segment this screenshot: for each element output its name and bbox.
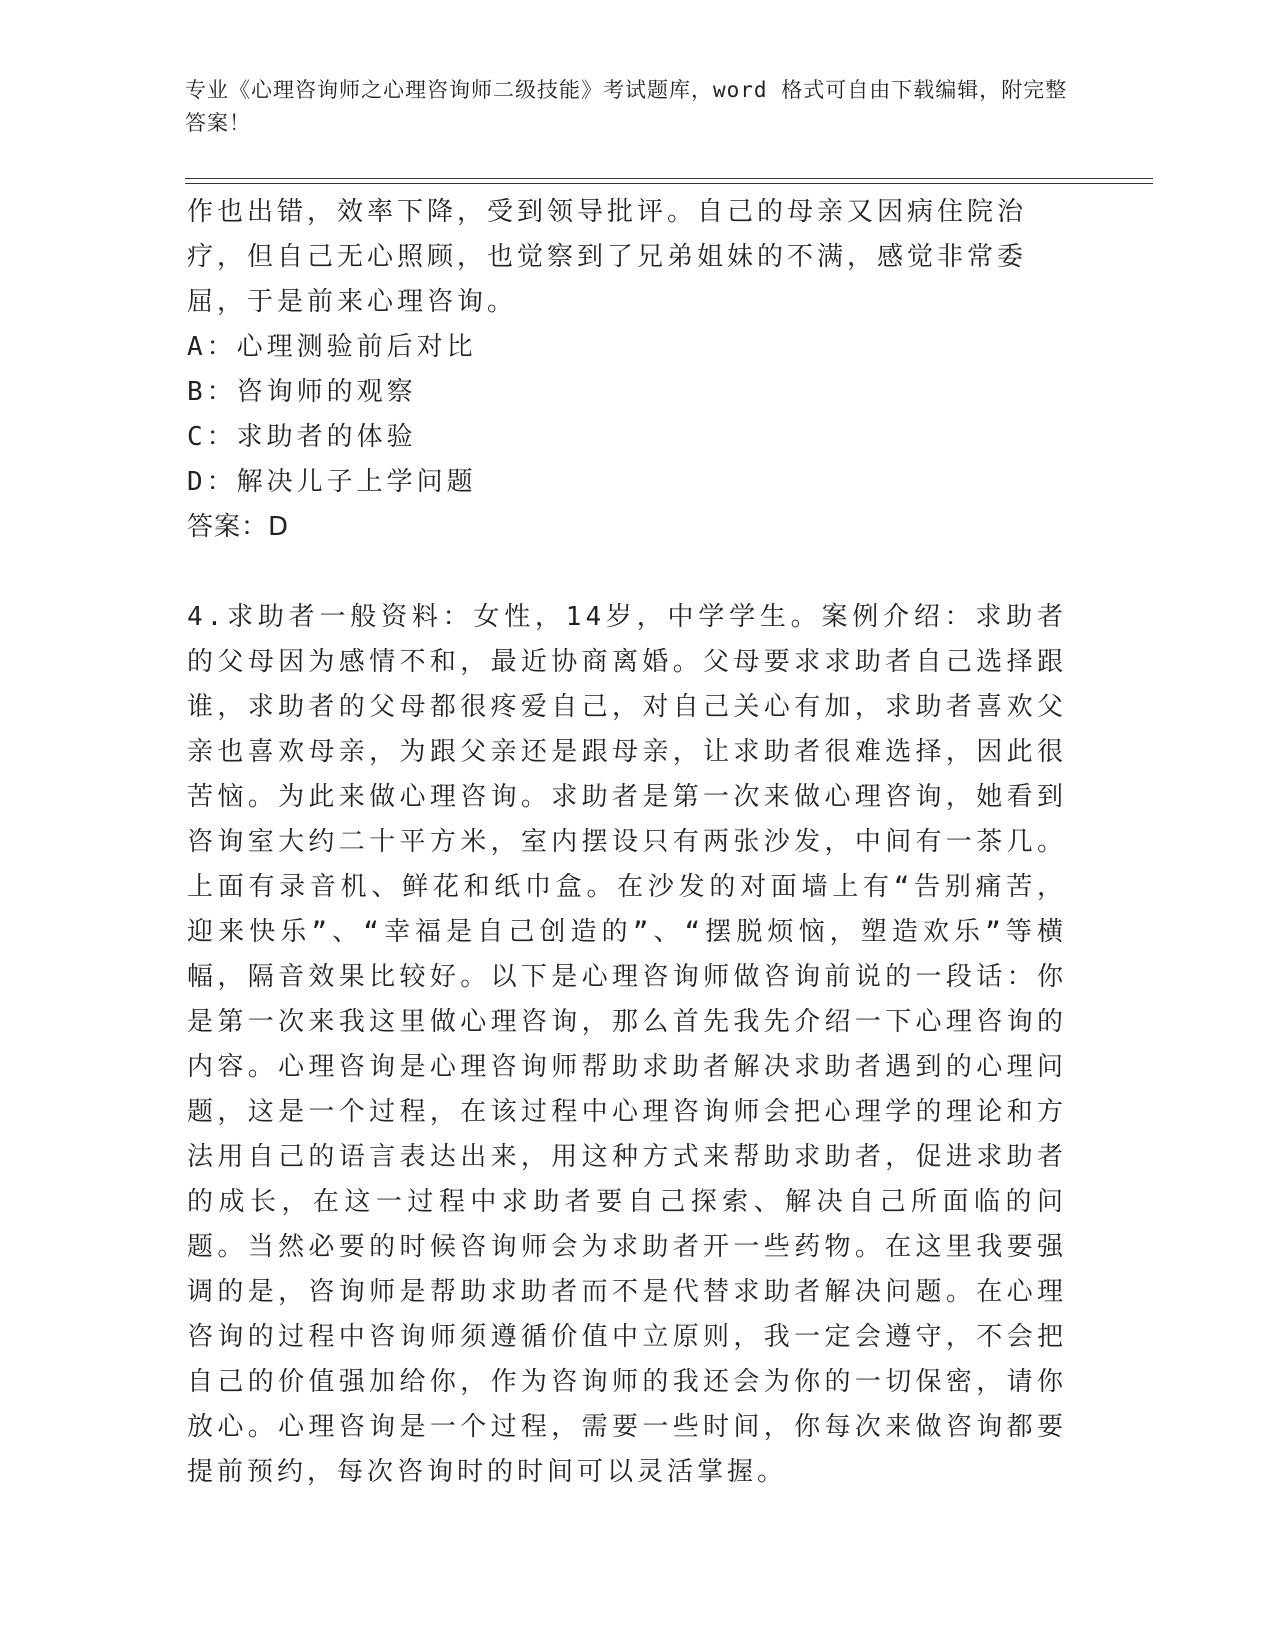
header-rule-bottom xyxy=(185,183,1153,184)
option-c: C：求助者的体验 xyxy=(187,422,417,452)
page-header: 专业《心理咨询师之心理咨询师二级技能》考试题库，word 格式可自由下载编辑，附完整答案！ xyxy=(185,78,1068,135)
option-d: D：解决儿子上学问题 xyxy=(187,467,477,497)
option-b: B：咨询师的观察 xyxy=(187,377,417,407)
option-a: A：心理测验前后对比 xyxy=(187,332,477,362)
paragraph-gap xyxy=(187,550,1067,595)
answer-label: 答案：D xyxy=(187,512,290,542)
document-body xyxy=(187,190,1067,1495)
question-4-text: 4.求助者一般资料：女性，14岁，中学学生。案例介绍：求助者的父母因为感情不和，最近协商离婚。父母要求求助者自己选择跟谁，求助者的父母都很疼爱自己，对自己关心有加，求助者喜欢父亲也喜欢母亲，为跟父亲还是跟母亲，让求助者很难选择，因此很苦恼。为此来做心理咨询。求助者是第一次来做心理咨询，她看到咨询室大约二十平方米，室内摆设只有两张沙发，中间有一茶几。上面有录音机、鲜花和纸巾盒。在沙发的对面墙上有“告别痛苦，迎来快乐”、“幸福是自己创造的”、“摆脱烦恼，塑造欢乐”等横幅，隔音效果比较好。以下是心理咨询师做咨询前说的一段话：你是第一次来我这里做心理咨询，那么首先我先介绍一下心理咨询的内容。心理咨询是心理咨询师帮助求助者解决求助者遇到的心理问题，这是一个过程，在该过程中心理咨询师会把心理学的理论和方法用自己的语言表达出来，用这种方式来帮助求助者，促进求助者的成长，在这一过程中求助者要自己探索、解决自己所面临的问题。当然必要的时候咨询师会为求助者开一些药物。在这里我要强调的是，咨询师是帮助求助者而不是代替求助者解决问题。在心理咨询的过程中咨询师须遵循价值中立原则，我一定会遵守，不会把自己的价值强加给你，作为咨询师的我还会为你的一切保密，请你放心。心理咨询是一个过程，需要一些时间，你每次来做咨询都要提前预约，每次咨询时的时间可以灵活掌握。 xyxy=(187,602,1067,1487)
header-rule-top xyxy=(185,178,1153,179)
question-3-continuation: 作也出错，效率下降，受到领导批评。自己的母亲又因病住院治疗，但自己无心照顾，也觉察到了兄弟姐妹的不满，感觉非常委屈，于是前来心理咨询。 xyxy=(187,197,1028,317)
